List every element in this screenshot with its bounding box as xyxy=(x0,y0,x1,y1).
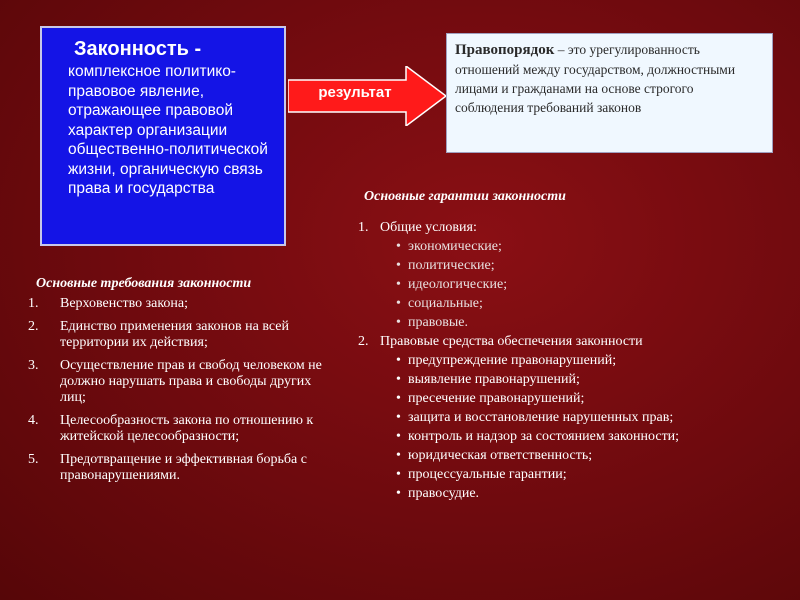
item-text: Верховенство закона; xyxy=(60,296,189,311)
list-item: • юридическая ответственность; xyxy=(396,446,778,465)
list-item: • выявление правонарушений; xyxy=(396,370,778,389)
item-number: 2. xyxy=(28,319,39,334)
guarantee-group-heading xyxy=(358,218,778,237)
legal-means-list xyxy=(358,351,778,503)
list-item: • пресечение правонарушений; xyxy=(396,389,778,408)
result-text: – это урегулированность отношений между государством, должностными лицами и гражданами на основе строгого соблюдения требований законов xyxy=(455,42,736,115)
guarantees-list xyxy=(358,218,778,503)
item-text: Предотвращение и эффективная борьба с правонарушениями. xyxy=(60,452,307,483)
list-item: • предупреждение правонарушений; xyxy=(396,351,778,370)
list-item xyxy=(28,296,328,312)
result-term: Правопорядок xyxy=(455,42,555,58)
list-item xyxy=(28,452,328,484)
guarantee-group-heading xyxy=(358,332,778,351)
item-number: 3. xyxy=(28,358,39,373)
item-number: 4. xyxy=(28,413,39,428)
requirements-list xyxy=(28,296,328,491)
list-item: • экономические; xyxy=(396,237,778,256)
group-title: Правовые средства обеспечения законности xyxy=(380,334,643,349)
list-item: • контроль и надзор за состоянием законности; xyxy=(396,427,778,446)
group-number: 2. xyxy=(358,334,369,349)
guarantees-title: Основные гарантии законности xyxy=(364,189,566,204)
item-number: 1. xyxy=(28,296,39,311)
definition-text: комплексное политико-правовое явление, отражающее правовой характер организации общественно-политической жизни, органическую связь права и государства xyxy=(68,63,268,197)
item-text: Единство применения законов на всей территории их действия; xyxy=(60,319,289,350)
list-item: • идеологические; xyxy=(396,275,778,294)
list-item: • защита и восстановление нарушенных прав; xyxy=(396,408,778,427)
item-text: Осуществление прав и свобод человеком не должно нарушать права и свободы других лиц; xyxy=(60,358,322,405)
list-item: • правовые. xyxy=(396,313,778,332)
result-box xyxy=(446,33,773,153)
group-number: 1. xyxy=(358,220,369,235)
list-item xyxy=(28,319,328,351)
list-item xyxy=(28,358,328,406)
definition-box xyxy=(40,26,286,246)
item-number: 5. xyxy=(28,452,39,467)
requirements-title: Основные требования законности xyxy=(36,276,252,291)
list-item xyxy=(28,413,328,445)
group-title: Общие условия: xyxy=(380,220,477,235)
list-item: • социальные; xyxy=(396,294,778,313)
general-conditions-list xyxy=(358,237,778,332)
definition-title: Законность - xyxy=(74,38,202,60)
list-item: • правосудие. xyxy=(396,484,778,503)
item-text: Целесообразность закона по отношению к житейской целесообразности; xyxy=(60,413,314,444)
list-item: • процессуальные гарантии; xyxy=(396,465,778,484)
arrow-label: результат xyxy=(318,84,392,101)
list-item: • политические; xyxy=(396,256,778,275)
